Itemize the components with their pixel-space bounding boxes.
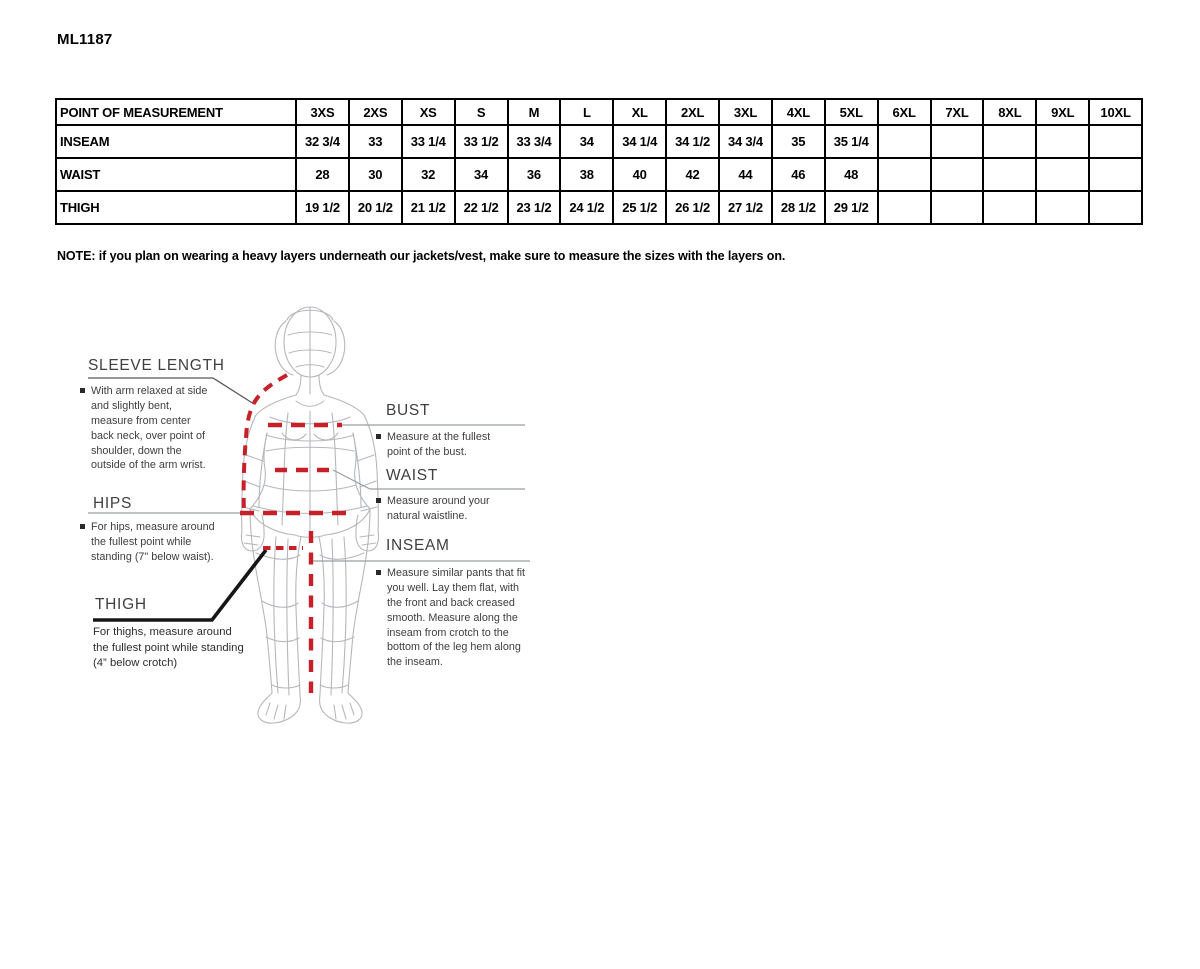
- table-row: [56, 125, 1142, 158]
- square-bullet-icon: [80, 388, 85, 393]
- square-bullet-icon: [376, 570, 381, 575]
- waist-description: [376, 494, 516, 524]
- table-cell: 34 1/4: [613, 125, 666, 158]
- table-cell: [1089, 125, 1142, 158]
- header-cell: L: [560, 99, 613, 125]
- sleeve-length-heading: SLEEVE LENGTH: [88, 357, 225, 374]
- table-cell: [983, 125, 1036, 158]
- table-cell: 33: [349, 125, 402, 158]
- thigh-heading: THIGH: [95, 596, 147, 613]
- table-cell: 40: [613, 158, 666, 191]
- header-cell: S: [455, 99, 508, 125]
- header-cell: 10XL: [1089, 99, 1142, 125]
- thigh-text: For thighs, measure around the fullest point while standing (4” below crotch): [93, 626, 244, 670]
- table-cell: 33 3/4: [508, 125, 561, 158]
- header-cell: 2XL: [666, 99, 719, 125]
- table-cell: 21 1/2: [402, 191, 455, 224]
- hips-text: For hips, measure around the fullest point while standing (7" below waist).: [91, 521, 215, 563]
- table-cell: 35 1/4: [825, 125, 878, 158]
- table-cell: 34 1/2: [666, 125, 719, 158]
- table-cell: 24 1/2: [560, 191, 613, 224]
- header-cell: 2XS: [349, 99, 402, 125]
- note-text: NOTE: if you plan on wearing a heavy layers underneath our jackets/vest, make sure to measure the sizes with the layers on.: [57, 249, 786, 263]
- square-bullet-icon: [80, 524, 85, 529]
- table-cell: 36: [508, 158, 561, 191]
- square-bullet-icon: [376, 498, 381, 503]
- header-cell: 5XL: [825, 99, 878, 125]
- table-cell: [1036, 125, 1089, 158]
- table-cell: 35: [772, 125, 825, 158]
- table-cell: [878, 191, 931, 224]
- table-cell: 38: [560, 158, 613, 191]
- header-cell: 3XS: [296, 99, 349, 125]
- table-cell: 28: [296, 158, 349, 191]
- waist-heading: WAIST: [386, 467, 439, 484]
- figure-svg: [60, 285, 600, 745]
- table-cell: 30: [349, 158, 402, 191]
- table-cell: [1089, 158, 1142, 191]
- table-cell: 33 1/2: [455, 125, 508, 158]
- header-cell: M: [508, 99, 561, 125]
- waist-text: Measure around your natural waistline.: [387, 495, 490, 522]
- table-cell: [1036, 191, 1089, 224]
- bust-heading: BUST: [386, 402, 431, 419]
- bust-description: [376, 430, 516, 460]
- table-cell: [1089, 191, 1142, 224]
- table-cell: [931, 191, 984, 224]
- thigh-description: [93, 625, 245, 672]
- table-cell: [878, 125, 931, 158]
- table-row: [56, 191, 1142, 224]
- header-cell: 6XL: [878, 99, 931, 125]
- row-label-cell: INSEAM: [56, 125, 296, 158]
- table-cell: 34 3/4: [719, 125, 772, 158]
- table-cell: 25 1/2: [613, 191, 666, 224]
- table-cell: 20 1/2: [349, 191, 402, 224]
- table-cell: 27 1/2: [719, 191, 772, 224]
- inseam-heading: INSEAM: [386, 537, 450, 554]
- header-cell: 3XL: [719, 99, 772, 125]
- table-cell: [931, 158, 984, 191]
- table-cell: [878, 158, 931, 191]
- table-cell: 26 1/2: [666, 191, 719, 224]
- header-cell: 7XL: [931, 99, 984, 125]
- size-table: [55, 98, 1143, 225]
- table-cell: 28 1/2: [772, 191, 825, 224]
- table-row: [56, 158, 1142, 191]
- table-cell: 44: [719, 158, 772, 191]
- hips-heading: HIPS: [93, 495, 132, 512]
- table-cell: 29 1/2: [825, 191, 878, 224]
- row-label-cell: THIGH: [56, 191, 296, 224]
- header-cell: XL: [613, 99, 666, 125]
- table-cell: 32: [402, 158, 455, 191]
- table-cell: 46: [772, 158, 825, 191]
- header-cell: XS: [402, 99, 455, 125]
- table-cell: 33 1/4: [402, 125, 455, 158]
- page-title: ML1187: [57, 31, 113, 48]
- square-bullet-icon: [376, 434, 381, 439]
- inseam-description: [376, 566, 532, 670]
- table-cell: 34: [560, 125, 613, 158]
- table-cell: [983, 191, 1036, 224]
- table-cell: 23 1/2: [508, 191, 561, 224]
- sleeve-length-description: [80, 384, 212, 473]
- table-cell: [1036, 158, 1089, 191]
- header-cell: 4XL: [772, 99, 825, 125]
- table-cell: 42: [666, 158, 719, 191]
- table-cell: 19 1/2: [296, 191, 349, 224]
- table-header-row: [56, 99, 1142, 125]
- table-cell: [931, 125, 984, 158]
- hips-description: [80, 520, 228, 565]
- inseam-text: Measure similar pants that fit you well. Lay them flat, with the front and back creased smooth. Measure along the inseam from crotch to the bottom of the leg hem along the inseam.: [387, 567, 526, 669]
- row-label-cell: WAIST: [56, 158, 296, 191]
- sleeve-length-text: With arm relaxed at side and slightly bent, measure from center back neck, over point of shoulder, down the outside of the arm wrist.: [91, 385, 208, 472]
- header-cell: 8XL: [983, 99, 1036, 125]
- header-cell: 9XL: [1036, 99, 1089, 125]
- table-cell: 34: [455, 158, 508, 191]
- header-cell: POINT OF MEASUREMENT: [56, 99, 296, 125]
- bust-text: Measure at the fullest point of the bust.: [387, 431, 491, 458]
- table-cell: 22 1/2: [455, 191, 508, 224]
- table-cell: [983, 158, 1036, 191]
- table-cell: 48: [825, 158, 878, 191]
- table-cell: 32 3/4: [296, 125, 349, 158]
- measurement-diagram: [60, 285, 600, 745]
